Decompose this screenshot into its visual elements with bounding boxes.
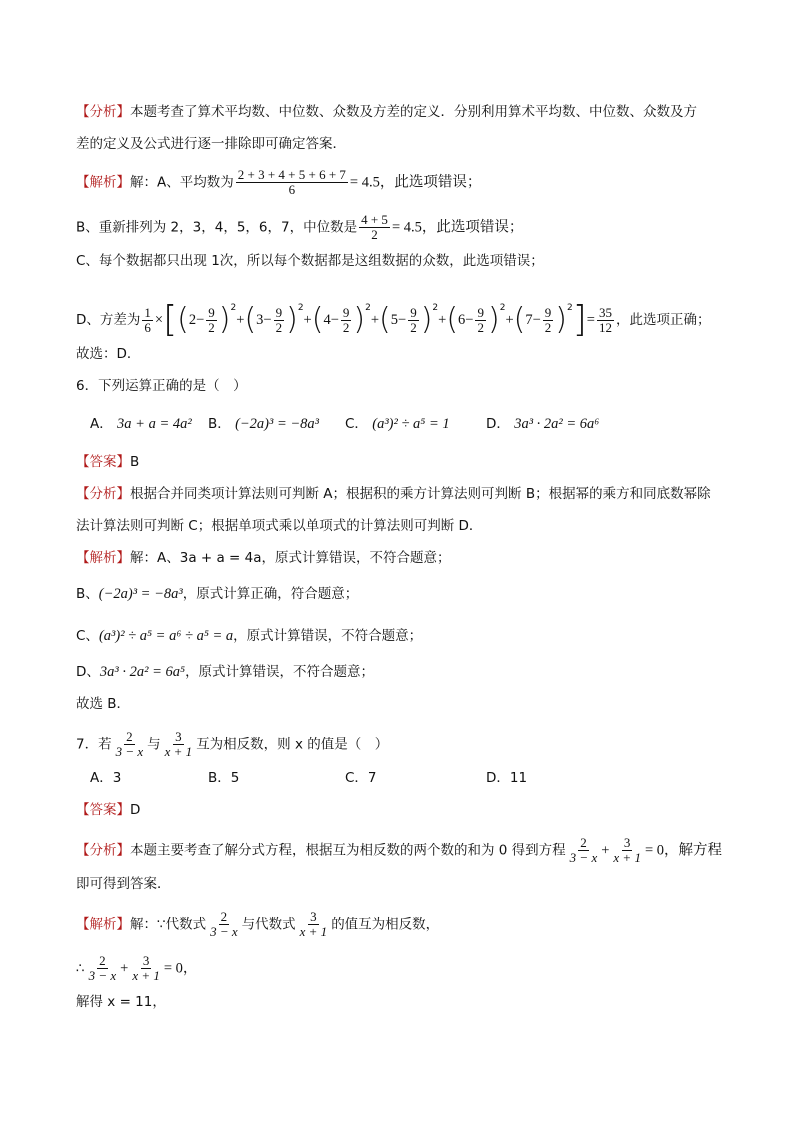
q7-option-d: D．11 [486, 770, 528, 786]
answer-7: 【答案】D [76, 802, 141, 818]
q7-option-a: A．3 [90, 770, 122, 786]
solution-line-a: 【解析】解：A、平均数为 $\frac{2 + 3 + 4 + 5 + 6 + 7}{6}$ = 4.5，此选项错误； [76, 167, 482, 197]
q6-option-d: D． 3a³ · 2a² = 6a⁶ [486, 416, 600, 432]
variance-term: +(7− $\frac{9}{2}$ )$^2$ [505, 302, 573, 337]
solution-7-line-1: 【解析】解：∵代数式 $\frac{2}{3 - x}$ 与代数式 $\frac{3}{x + 1}$ 的值互为相反数， [76, 909, 440, 939]
question-6-title: 6．下列运算正确的是（ ） [76, 378, 247, 394]
solution-6-end: 故选 B． [76, 696, 131, 712]
solution-6-d: D、3a³ · 2a² = 6a⁵，原式计算错误，不符合题意； [76, 664, 375, 680]
q6-option-a: A． 3a + a = 4a² [90, 416, 192, 432]
variance-term: +(5− $\frac{9}{2}$ )$^2$ [370, 302, 439, 337]
mean-fraction: $\frac{2 + 3 + 4 + 5 + 6 + 7}{6}$ [237, 167, 346, 197]
solution-7-line-3: 解得 x = 11， [76, 994, 166, 1010]
solution-6-a: 【解析】解：A、3a + a = 4a，原式计算错误，不符合题意； [76, 550, 451, 566]
question-7-title: 7．若 $\frac{2}{3 - x}$ 与 $\frac{3}{x + 1}$ 互为相反数，则 x 的值是（ ） [76, 729, 389, 759]
variance-term: +(6− $\frac{9}{2}$ )$^2$ [438, 302, 506, 337]
q7-option-c: C．7 [345, 770, 377, 786]
analysis-line-1: 【分析】本题考查了算术平均数、中位数、众数及方差的定义．分别利用算术平均数、中位数、众数及方 [76, 104, 697, 120]
analysis-6-line-2: 法计算法则可判断 C；根据单项式乘以单项式的计算法则可判断 D． [76, 518, 483, 534]
choice-line: 故选：D． [76, 346, 141, 362]
variance-term: (2− $\frac{9}{2}$ )$^2$ [177, 302, 237, 337]
solution-line-d: D、方差为 $\frac{1}{6}$ ×[(2− $\frac{9}{2}$ )$^2$+(3− $\frac{9}{2}$ )$^2$+(4− $\frac{9}{2}$ )$^2$+(5− $\frac{9}{2}$ )$^2$+(6− $\frac{9}{2}$ )$^2$+(7− $\frac{9}{2}$ )$^2$]= $\frac{35}{12}$ ，此选项正确； [76, 299, 711, 340]
solution-6-b: B、(−2a)³ = −8a³，原式计算正确，符合题意； [76, 586, 359, 602]
analysis-line-2: 差的定义及公式进行逐一排除即可确定答案． [76, 136, 346, 152]
solution-7-line-2: ∴ $\frac{2}{3 - x}$ + $\frac{3}{x + 1}$ = 0， [76, 953, 198, 983]
median-fraction: $\frac{4 + 5}{2}$ [361, 212, 388, 242]
answer-6: 【答案】B [76, 454, 140, 470]
variance-coef: $\frac{1}{6}$ [144, 304, 151, 335]
q6-option-b: B． (−2a)³ = −8a³ [208, 416, 320, 432]
analysis-7-line-2: 即可得到答案． [76, 876, 171, 892]
solution-6-c: C、(a³)² ÷ a⁵ = a⁶ ÷ a⁵ = a，原式计算错误，不符合题意； [76, 628, 423, 644]
variance-term: +(4− $\frac{9}{2}$ )$^2$ [303, 302, 371, 337]
q6-option-c: C． (a³)² ÷ a⁵ = 1 [345, 416, 450, 432]
variance-term: +(3− $\frac{9}{2}$ )$^2$ [236, 302, 304, 337]
analysis-tag: 【分析】 [76, 104, 130, 120]
analysis-6-line-1: 【分析】根据合并同类项计算法则可判断 A；根据积的乘方计算法则可判断 B；根据幂的乘方和同底数幂除 [76, 486, 711, 502]
solution-line-c: C、每个数据都只出现 1次，所以每个数据都是这组数据的众数，此选项错误； [76, 253, 544, 269]
analysis-7-line-1: 【分析】本题主要考查了解分式方程，根据互为相反数的两个数的和为 0 得到方程 $\frac{2}{3 - x}$ + $\frac{3}{x + 1}$ = 0，解方程 [76, 835, 723, 865]
variance-result: $\frac{35}{12}$ [598, 304, 612, 335]
q7-option-b: B．5 [208, 770, 240, 786]
solution-line-b: B、重新排列为 2，3，4，5，6，7，中位数是 $\frac{4 + 5}{2}$ = 4.5，此选项错误； [76, 212, 524, 242]
